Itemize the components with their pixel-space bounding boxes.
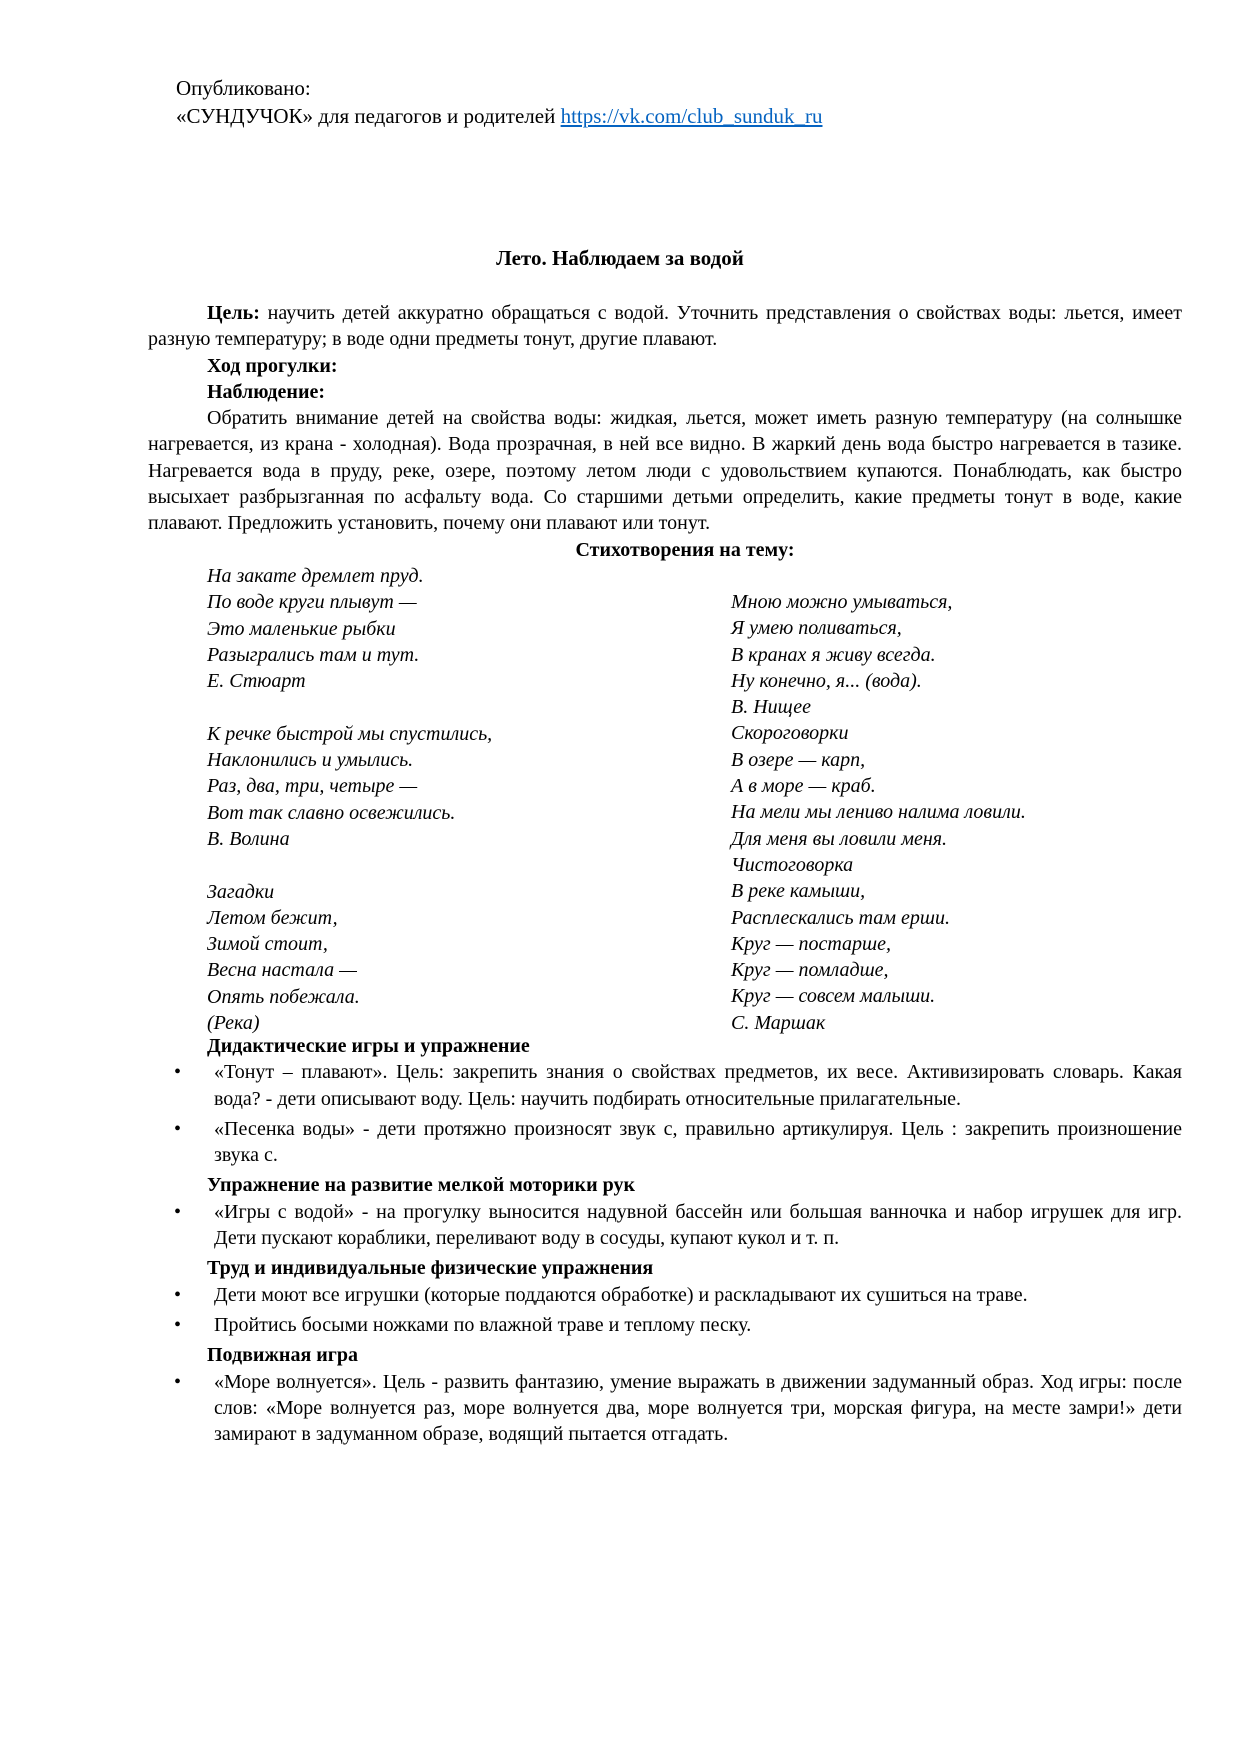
goal-label: Цель: bbox=[207, 302, 260, 324]
poem-line: Разыгрались там и тут. bbox=[207, 643, 420, 666]
poem-line: Для меня вы ловили меня. bbox=[731, 827, 948, 850]
poem-line: Я умею поливаться, bbox=[731, 617, 902, 640]
goal-text: научить детей аккуратно обращаться с водой. Уточнить представления о свойствах воды: льется, имеет разную температуру; в воде одни предметы тонут, другие плавают. bbox=[148, 302, 1182, 351]
poem-line: В кранах я живу всегда. bbox=[731, 643, 936, 666]
poem-author: Е. Стюарт bbox=[207, 670, 306, 693]
poem-line: По воде круги плывут — bbox=[207, 591, 417, 614]
walk-heading: Ход прогулки: bbox=[207, 354, 338, 377]
poem-line: Круг — постарше, bbox=[731, 932, 892, 955]
poem-line: Вот так славно освежились. bbox=[207, 801, 456, 824]
poem-line: Это маленькие рыбки bbox=[207, 617, 396, 640]
tongue-twisters-heading: Скороговорки bbox=[731, 722, 849, 745]
poems-left-column bbox=[207, 563, 492, 1036]
publication-source bbox=[176, 102, 823, 130]
didactic-games-heading: Дидактические игры и упражнение bbox=[207, 1034, 530, 1057]
poem-line: Расплескались там ерши. bbox=[731, 906, 951, 929]
poem-line: Ну конечно, я... (вода). bbox=[731, 669, 922, 692]
riddle-answer: (Река) bbox=[207, 1012, 260, 1035]
poems-heading: Стихотворения на тему: bbox=[575, 538, 795, 561]
poem-line: Раз, два, три, четыре — bbox=[207, 775, 418, 798]
poem-author: С. Маршак bbox=[731, 1011, 826, 1034]
observation-paragraph: Обратить внимание детей на свойства воды: жидкая, льется, может иметь разную температуру (на солнышке нагревается, из крана - холодная). Вода прозрачная, в ней все видно. В жаркий день вода быстро нагревается в тазике. Нагревается вода в пруду, реке, озере, поэтому летом люди с удовольствием купаются. Понаблюдать, как быстро высыхает разбрызганная по асфальту вода. Со старшими детьми определить, какие предметы тонут в воде, какие плавают. Предложить установить, почему они плавают или тонут. bbox=[148, 407, 1182, 535]
document-body bbox=[148, 300, 1182, 1451]
poem-line: На закате дремлет пруд. bbox=[207, 564, 424, 587]
fine-motor-list bbox=[148, 1199, 1182, 1252]
pure-speech-heading: Чистоговорка bbox=[731, 853, 854, 876]
poem-line: Мною можно умываться, bbox=[731, 590, 953, 613]
poem-line: В реке камыши, bbox=[731, 880, 866, 903]
poem-line: А в море — краб. bbox=[731, 775, 876, 798]
labor-heading: Труд и индивидуальные физические упражнения bbox=[207, 1257, 654, 1280]
poem-line: Весна настала — bbox=[207, 959, 357, 982]
poem-author: В. Нищее bbox=[731, 696, 812, 719]
list-item: • «Игры с водой» - на прогулку выносится надувной бассейн или большая ванночка и набор игрушек для игр. Дети пускают кораблики, переливают воду в сосуды, купают кукол и т. п. bbox=[148, 1199, 1182, 1252]
poem-author: В. Волина bbox=[207, 827, 290, 850]
outdoor-game-heading: Подвижная игра bbox=[207, 1344, 358, 1367]
poem-spacer bbox=[207, 694, 492, 720]
outdoor-game-list bbox=[148, 1369, 1182, 1448]
poems-block bbox=[148, 563, 1182, 1033]
published-label: Опубликовано: bbox=[176, 76, 311, 100]
labor-list bbox=[148, 1282, 1182, 1339]
poem-line: В озере — карп, bbox=[731, 748, 866, 771]
source-text: «СУНДУЧОК» для педагогов и родителей bbox=[176, 104, 561, 128]
poem-line: Наклонились и умылись. bbox=[207, 749, 414, 772]
list-item: • «Море волнуется». Цель - развить фантазию, умение выражать в движении задуманный образ. Ход игры: после слов: «Море волнуется раз, море волнуется два, море волнуется три, морская фигура, на месте замри!» дети замирают в задуманном образе, водящий пытается отгадать. bbox=[148, 1369, 1182, 1448]
poems-right-column bbox=[731, 589, 1026, 1036]
poem-spacer bbox=[207, 852, 492, 878]
poem-line: К речке быстрой мы спустились, bbox=[207, 722, 493, 745]
poem-line: Опять побежала. bbox=[207, 985, 360, 1008]
poem-line: На мели мы лениво налима ловили. bbox=[731, 801, 1026, 824]
list-item: • «Песенка воды» - дети протяжно произносят звук с, правильно артикулируя. Цель : закрепить произношение звука с. bbox=[148, 1116, 1182, 1169]
list-item: • «Тонут – плавают». Цель: закрепить знания о свойствах предметов, их весе. Активизировать словарь. Какая вода? - дети описывают воду. Цель: научить подбирать относительные прилагательные. bbox=[148, 1059, 1182, 1112]
list-item: • Пройтись босыми ножками по влажной траве и теплому песку. bbox=[148, 1312, 1182, 1338]
vk-club-link[interactable]: https://vk.com/club_sunduk_ru bbox=[560, 104, 823, 128]
fine-motor-heading: Упражнение на развитие мелкой моторики рук bbox=[207, 1174, 635, 1197]
list-item: • Дети моют все игрушки (которые поддаются обработке) и раскладывают их сушиться на траве. bbox=[148, 1282, 1182, 1308]
poem-line: Круг — совсем малыши. bbox=[731, 985, 936, 1008]
poem-line: Летом бежит, bbox=[207, 906, 338, 929]
didactic-games-list bbox=[148, 1059, 1182, 1168]
poem-line: Зимой стоит, bbox=[207, 933, 328, 956]
document-title: Лето. Наблюдаем за водой bbox=[496, 246, 744, 270]
goal-paragraph bbox=[148, 300, 1182, 353]
publication-info bbox=[176, 74, 823, 130]
observation-heading: Наблюдение: bbox=[207, 380, 325, 403]
poem-line: Круг — помладше, bbox=[731, 959, 889, 982]
riddles-heading: Загадки bbox=[207, 880, 275, 903]
